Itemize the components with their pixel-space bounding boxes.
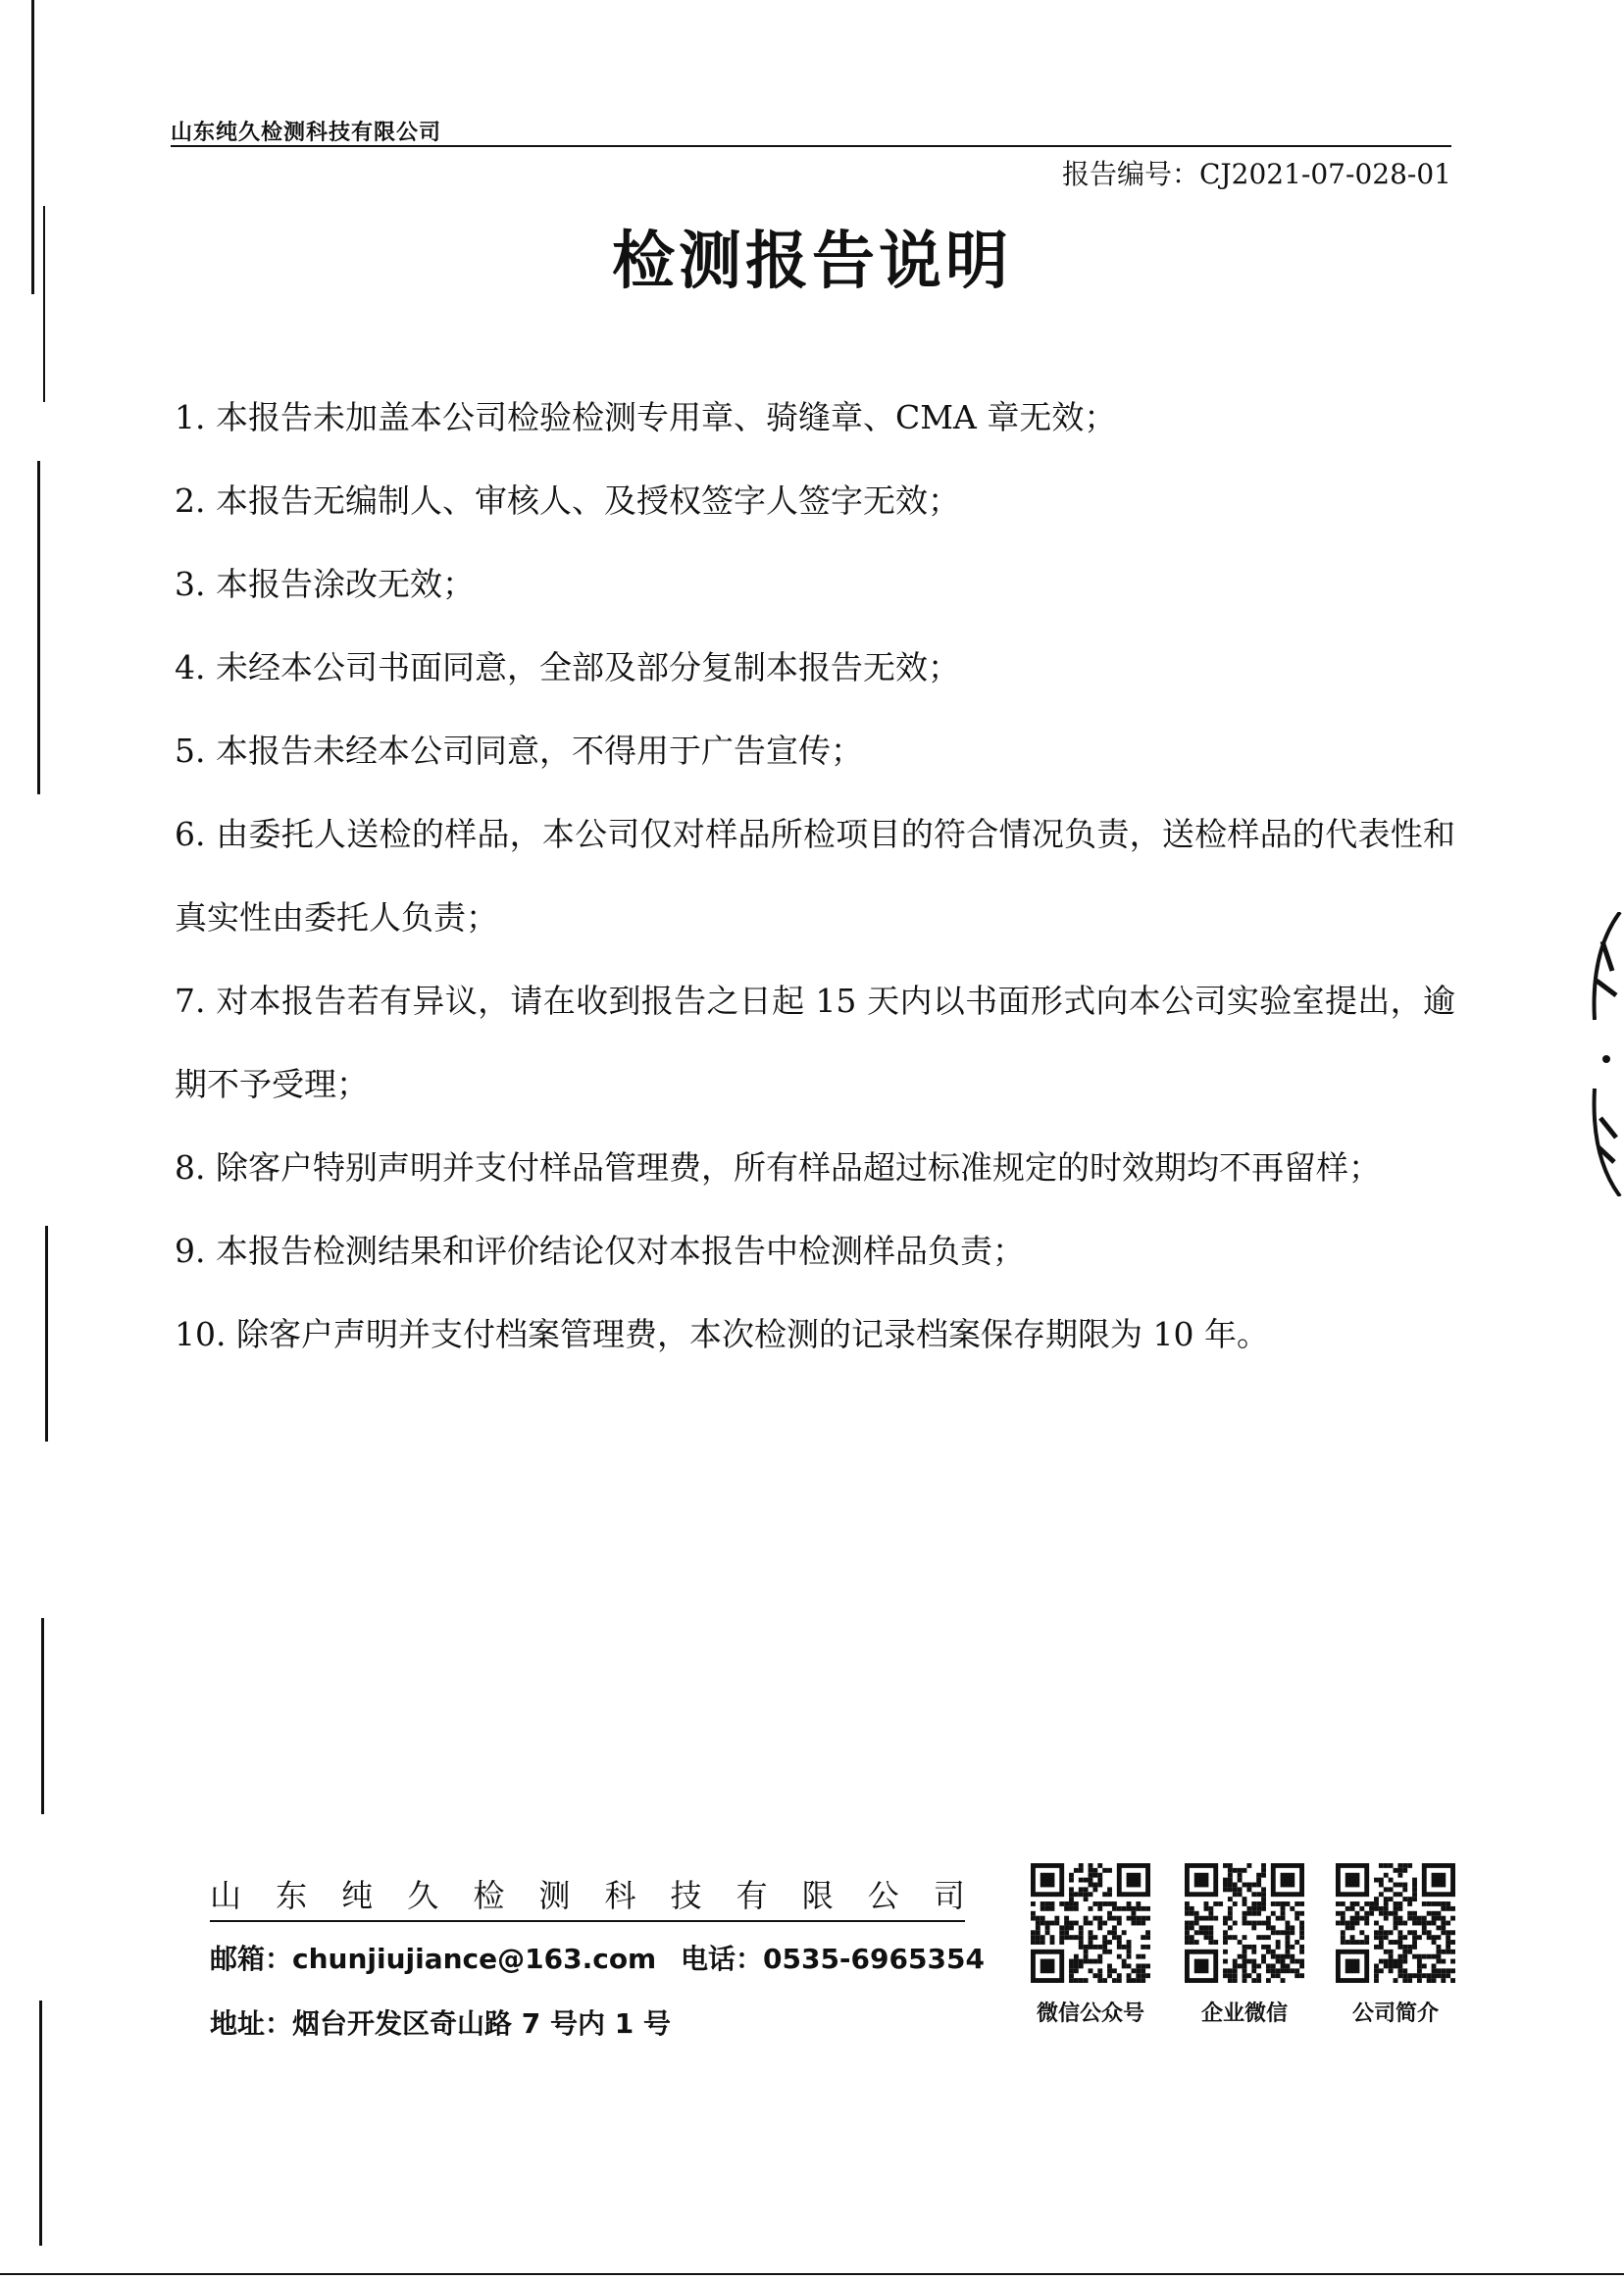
page-title: 检测报告说明 bbox=[612, 226, 1012, 298]
header-rule bbox=[171, 145, 1451, 147]
qr-label: 公司简介 bbox=[1351, 2001, 1439, 2026]
report-number: 报告编号：CJ2021-07-028-01 bbox=[1062, 158, 1451, 190]
scan-edge-mark bbox=[45, 1226, 48, 1442]
qr-enterprise-wechat bbox=[1181, 1863, 1308, 2027]
scan-edge-mark bbox=[0, 2273, 1624, 2275]
qr-code-icon bbox=[1031, 1863, 1150, 1983]
scan-edge-mark bbox=[31, 0, 34, 294]
scan-edge-mark bbox=[37, 461, 40, 794]
footer-company-char: 东 bbox=[276, 1877, 308, 1914]
footer-company bbox=[210, 1871, 965, 1922]
list-item: 2. 本报告无编制人、审核人、及授权签字人签字无效； bbox=[175, 481, 960, 520]
list-item: 10. 除客户声明并支付档案管理费，本次检测的记录档案保存期限为 10 年。 bbox=[175, 1315, 1269, 1353]
footer-email: 邮箱：chunjiujiance@163.com bbox=[210, 1943, 657, 1975]
list-item: 8. 除客户特别声明并支付样品管理费，所有样品超过标准规定的时效期均不再留样； bbox=[175, 1148, 1381, 1187]
footer-company-char: 久 bbox=[407, 1877, 439, 1914]
scan-edge-mark bbox=[41, 1618, 44, 1814]
qr-label: 企业微信 bbox=[1200, 2001, 1288, 2026]
footer-company-char: 测 bbox=[538, 1877, 571, 1914]
seal-edge-icon bbox=[1573, 912, 1624, 1196]
scan-edge-mark bbox=[43, 206, 45, 402]
footer-company-char: 技 bbox=[670, 1877, 702, 1914]
footer-company-char: 检 bbox=[473, 1877, 505, 1914]
footer-company-char: 公 bbox=[867, 1877, 899, 1914]
header-company: 山东纯久检测科技有限公司 bbox=[171, 121, 442, 145]
list-item: 7. 对本报告若有异议，请在收到报告之日起 15 天内以书面形式向本公司实验室提出，逾期不予受理； bbox=[175, 982, 1455, 1103]
list-item: 9. 本报告检测结果和评价结论仅对本报告中检测样品负责； bbox=[175, 1232, 1025, 1270]
footer-phone: 电话：0535-6965354 bbox=[681, 1943, 985, 1975]
list-item: 6. 由委托人送检的样品，本公司仅对样品所检项目的符合情况负责，送检样品的代表性和真实性由委托人负责； bbox=[175, 815, 1455, 937]
footer-company-char: 有 bbox=[736, 1877, 768, 1914]
footer-company-char: 山 bbox=[210, 1877, 242, 1914]
list-item: 3. 本报告涂改无效； bbox=[175, 565, 475, 603]
footer-company-char: 科 bbox=[604, 1877, 636, 1914]
qr-code-icon bbox=[1185, 1863, 1304, 1983]
footer-company-char: 司 bbox=[933, 1877, 965, 1914]
list-item: 1. 本报告未加盖本公司检验检测专用章、骑缝章、CMA 章无效； bbox=[175, 398, 1117, 436]
scan-edge-mark bbox=[39, 2001, 42, 2246]
list-item: 5. 本报告未经本公司同意，不得用于广告宣传； bbox=[175, 732, 863, 770]
notice-list bbox=[175, 376, 1455, 1376]
footer-address: 地址：烟台开发区奇山路 7 号内 1 号 bbox=[210, 2007, 671, 2040]
qr-label: 微信公众号 bbox=[1036, 2001, 1144, 2026]
qr-wechat-official bbox=[1027, 1863, 1154, 2027]
qr-company-intro bbox=[1332, 1863, 1459, 2027]
footer-company-char: 限 bbox=[801, 1877, 834, 1914]
list-item: 4. 未经本公司书面同意，全部及部分复制本报告无效； bbox=[175, 648, 960, 686]
footer-company-char: 纯 bbox=[341, 1877, 374, 1914]
qr-code-icon bbox=[1336, 1863, 1455, 1983]
